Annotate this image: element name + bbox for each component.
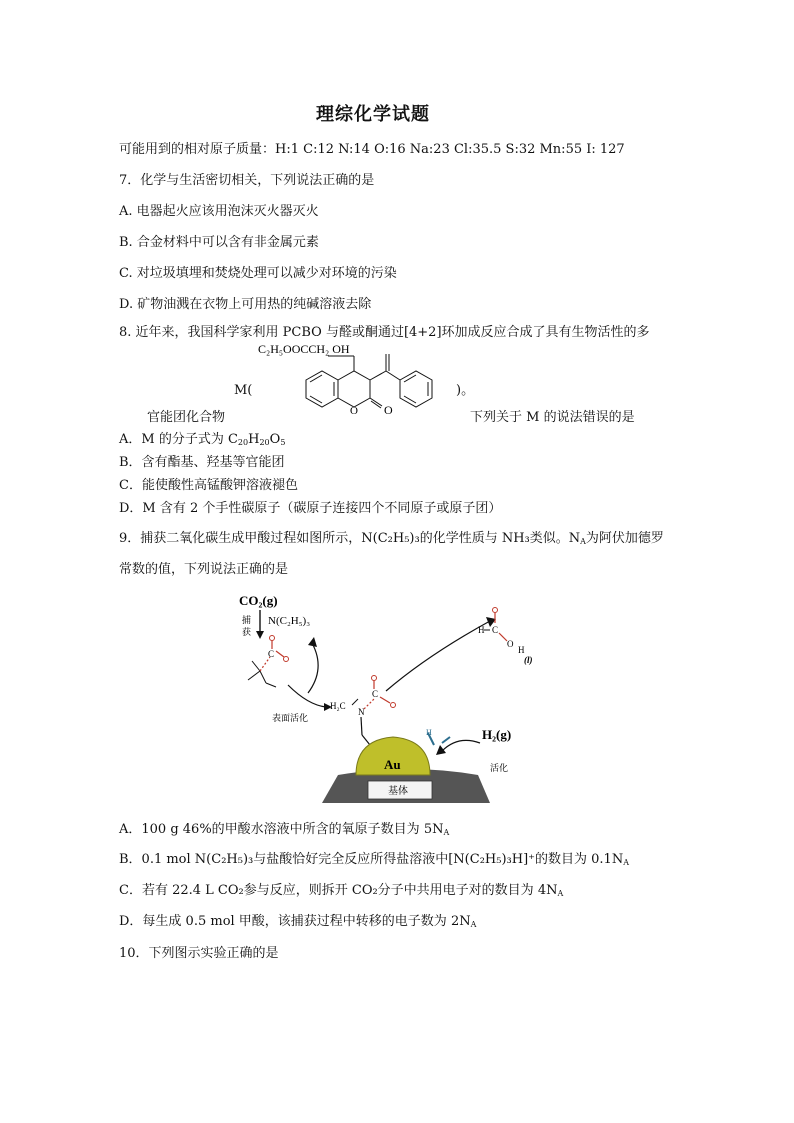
carbonyl-o-label: O: [384, 403, 393, 417]
q8-stem-continued: 官能团化合物: [147, 410, 226, 425]
q10-stem: 10．下列图示实验正确的是: [119, 946, 279, 961]
triethylamine-label: N(C₂H₅)₃: [268, 615, 311, 627]
q9-stem-line2: 常数的值，下列说法正确的是: [119, 562, 289, 577]
svg-text:H: H: [478, 625, 485, 635]
surface-activation-label: 表面活化: [272, 714, 309, 724]
q9-stem-line1: 9．捕获二氧化碳生成甲酸过程如图所示，N(C₂H₅)₃的化学性质与 NH₃类似。$N_A$为阿伏加德罗: [119, 531, 664, 546]
q8-m-suffix: )。: [456, 383, 475, 398]
q9-option-b: B．0.1 mol N(C₂H₅)₃与盐酸恰好完全反应所得盐溶液中[N(C₂H₅)₃H]⁺的数目为 $0.1N_A$: [119, 852, 629, 867]
q8-stem: 8. 近年来，我国科学家利用 PCBO 与醛或酮通过[4+2]环加成反应合成了具有生物活性的多: [119, 325, 650, 340]
svg-text:O: O: [507, 639, 514, 649]
svg-text:H: H: [518, 645, 525, 655]
q9-option-a: A．100 g 46%的甲酸水溶液中所含的氧原子数目为 $5N_A$: [119, 822, 450, 837]
h2-label: H₂(g): [482, 727, 512, 742]
capture-label-1: 捕: [242, 616, 252, 626]
q9-option-c: C．若有 22.4 L CO₂参与反应，则拆开 CO₂分子中共用电子对的数目为 $4N_A$: [119, 883, 564, 898]
svg-text:N: N: [358, 707, 365, 717]
substituent-label: C₂H₅OOCCH₂ OH: [258, 342, 350, 356]
svg-text:H: H: [426, 728, 432, 737]
q8-option-d: D．M 含有 2 个手性碳原子（碳原子连接四个不同原子或原子团）: [119, 501, 502, 516]
compound-m-structure: [258, 340, 468, 428]
adduct-c-label: C: [268, 649, 275, 659]
q8-m-prefix: M(: [234, 383, 253, 398]
svg-text:C: C: [372, 689, 379, 699]
q8-option-a: A．M 的分子式为 $C_{20}H_{20}O_5$: [119, 432, 286, 447]
q7-option-a: A. 电器起火应该用泡沫灭火器灭火: [119, 204, 319, 219]
co2-label: CO₂(g): [239, 593, 278, 608]
q7-option-b: B. 合金材料中可以含有非金属元素: [119, 235, 319, 250]
relative-atomic-masses: 可能用到的相对原子质量：H:1 C:12 N:14 O:16 Na:23 Cl:35.5 S:32 Mn:55 I: 127: [119, 142, 625, 157]
page-title: 理综化学试题: [316, 104, 430, 125]
activation-label: 活化: [490, 764, 509, 774]
q8-option-c: C．能使酸性高锰酸钾溶液褪色: [119, 478, 298, 493]
q9-option-d: D．每生成 0.5 mol 甲酸，该捕获过程中转移的电子数为 $2N_A$: [119, 914, 477, 929]
liquid-label: (l): [524, 655, 533, 665]
h2c-label: H₂C: [330, 701, 346, 711]
capture-label-2: 获: [242, 628, 252, 638]
q7-stem: 7．化学与生活密切相关，下列说法正确的是: [119, 173, 375, 188]
q8-option-b: B．含有酯基、羟基等官能团: [119, 455, 285, 470]
co2-capture-diagram: [228, 585, 533, 805]
svg-text:C: C: [492, 625, 499, 635]
q8-question: 下列关于 M 的说法错误的是: [470, 410, 635, 425]
gold-label: Au: [384, 757, 401, 772]
q7-option-d: D. 矿物油溅在衣物上可用热的纯碱溶液去除: [119, 297, 372, 312]
ring-o-label: O: [350, 405, 358, 417]
substrate-label: 基体: [388, 786, 408, 797]
q7-option-c: C. 对垃圾填埋和焚烧处理可以减少对环境的污染: [119, 266, 397, 281]
